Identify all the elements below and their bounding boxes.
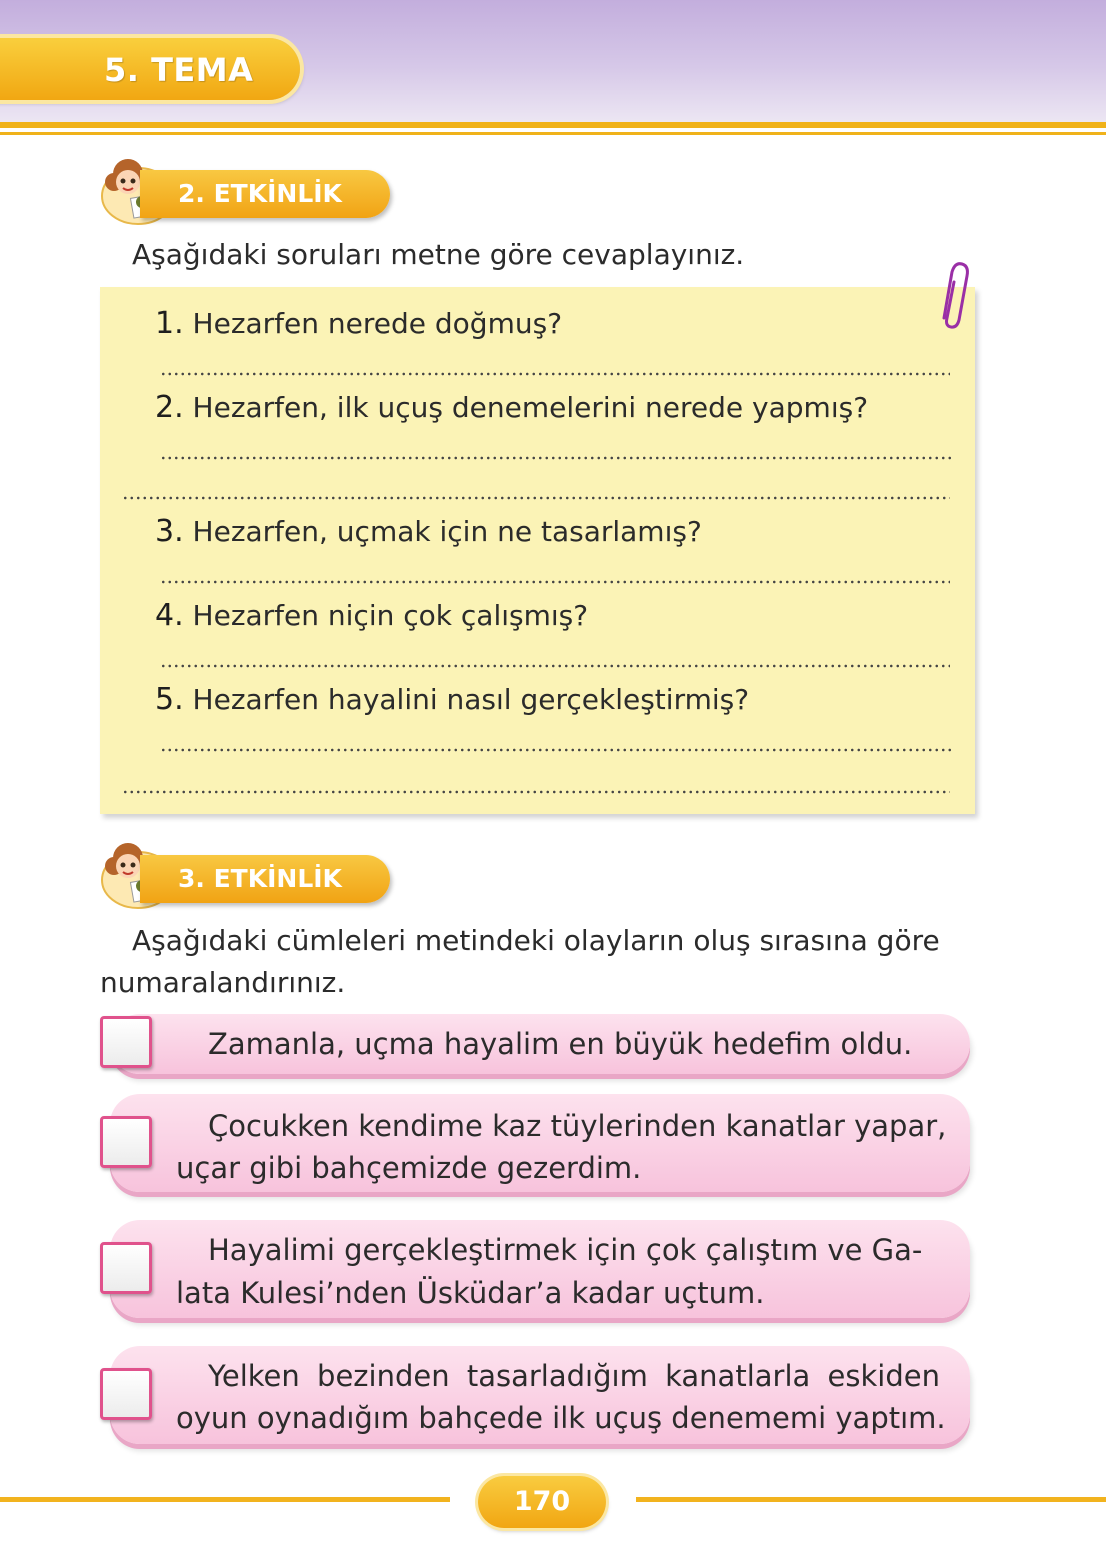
question-4 — [155, 596, 588, 636]
theme-label: 5. TEMA — [104, 51, 254, 89]
activity3-instruction-line1: Aşağıdaki cümleleri metindeki olayların oluş sırasına göre — [132, 924, 940, 957]
sentence-2-line2: uçar gibi bahçemizde gezerdim. — [176, 1151, 642, 1185]
sentence-2-line1: Çocukken kendime kaz tüylerinden kanatlar yapar, — [208, 1109, 947, 1143]
order-checkbox-2[interactable] — [100, 1116, 152, 1168]
question-text: Hezarfen hayalini nasıl gerçekleştirmiş? — [192, 683, 750, 716]
footer-rule-left — [0, 1497, 450, 1502]
activity2-title: 2. ETKİNLİK — [178, 179, 342, 208]
question-number: 3. — [155, 514, 184, 549]
question-2 — [155, 388, 868, 428]
sentence-3-line2: lata Kulesi’nden Üsküdar’a kadar uçtum. — [176, 1276, 765, 1310]
order-checkbox-3[interactable] — [100, 1242, 152, 1294]
activity3-title: 3. ETKİNLİK — [178, 864, 342, 893]
question-5 — [155, 680, 749, 720]
answer-line[interactable] — [122, 496, 950, 500]
answer-line[interactable] — [160, 580, 950, 584]
sentence-1-line1: Zamanla, uçma hayalim en büyük hedefim oldu. — [208, 1027, 913, 1061]
question-number: 1. — [155, 306, 184, 341]
question-text: Hezarfen niçin çok çalışmış? — [192, 599, 589, 632]
page-number: 170 — [513, 1486, 571, 1517]
order-checkbox-1[interactable] — [100, 1016, 152, 1068]
sentence-3-line1: Hayalimi gerçekleştirmek için çok çalıştım ve Ga- — [208, 1233, 923, 1267]
answer-line[interactable] — [160, 372, 950, 376]
sentence-4-line2: oyun oynadığım bahçede ilk uçuş denememi yaptım. — [176, 1401, 946, 1435]
header-rule-thin — [0, 132, 1106, 135]
question-text: Hezarfen, ilk uçuş denemelerini nerede yapmış? — [192, 391, 869, 424]
question-1 — [155, 304, 562, 344]
paperclip-icon — [930, 258, 976, 334]
answer-line[interactable] — [122, 790, 950, 794]
order-checkbox-4[interactable] — [100, 1368, 152, 1420]
question-number: 5. — [155, 682, 184, 717]
answer-line[interactable] — [160, 664, 950, 668]
answer-line[interactable] — [160, 456, 955, 460]
activity3-instruction-line2: numaralandırınız. — [100, 966, 346, 999]
question-number: 4. — [155, 598, 184, 633]
question-text: Hezarfen nerede doğmuş? — [192, 307, 563, 340]
question-text: Hezarfen, uçmak için ne tasarlamış? — [192, 515, 702, 548]
question-3 — [155, 512, 702, 552]
question-number: 2. — [155, 390, 184, 425]
sentence-4-line1: Yelken bezinden tasarladığım kanatlarla eskiden — [208, 1359, 940, 1393]
footer-rule-right — [636, 1497, 1106, 1502]
header-rule — [0, 122, 1106, 128]
activity2-instruction: Aşağıdaki soruları metne göre cevaplayınız. — [132, 238, 745, 271]
answer-line[interactable] — [160, 748, 955, 752]
